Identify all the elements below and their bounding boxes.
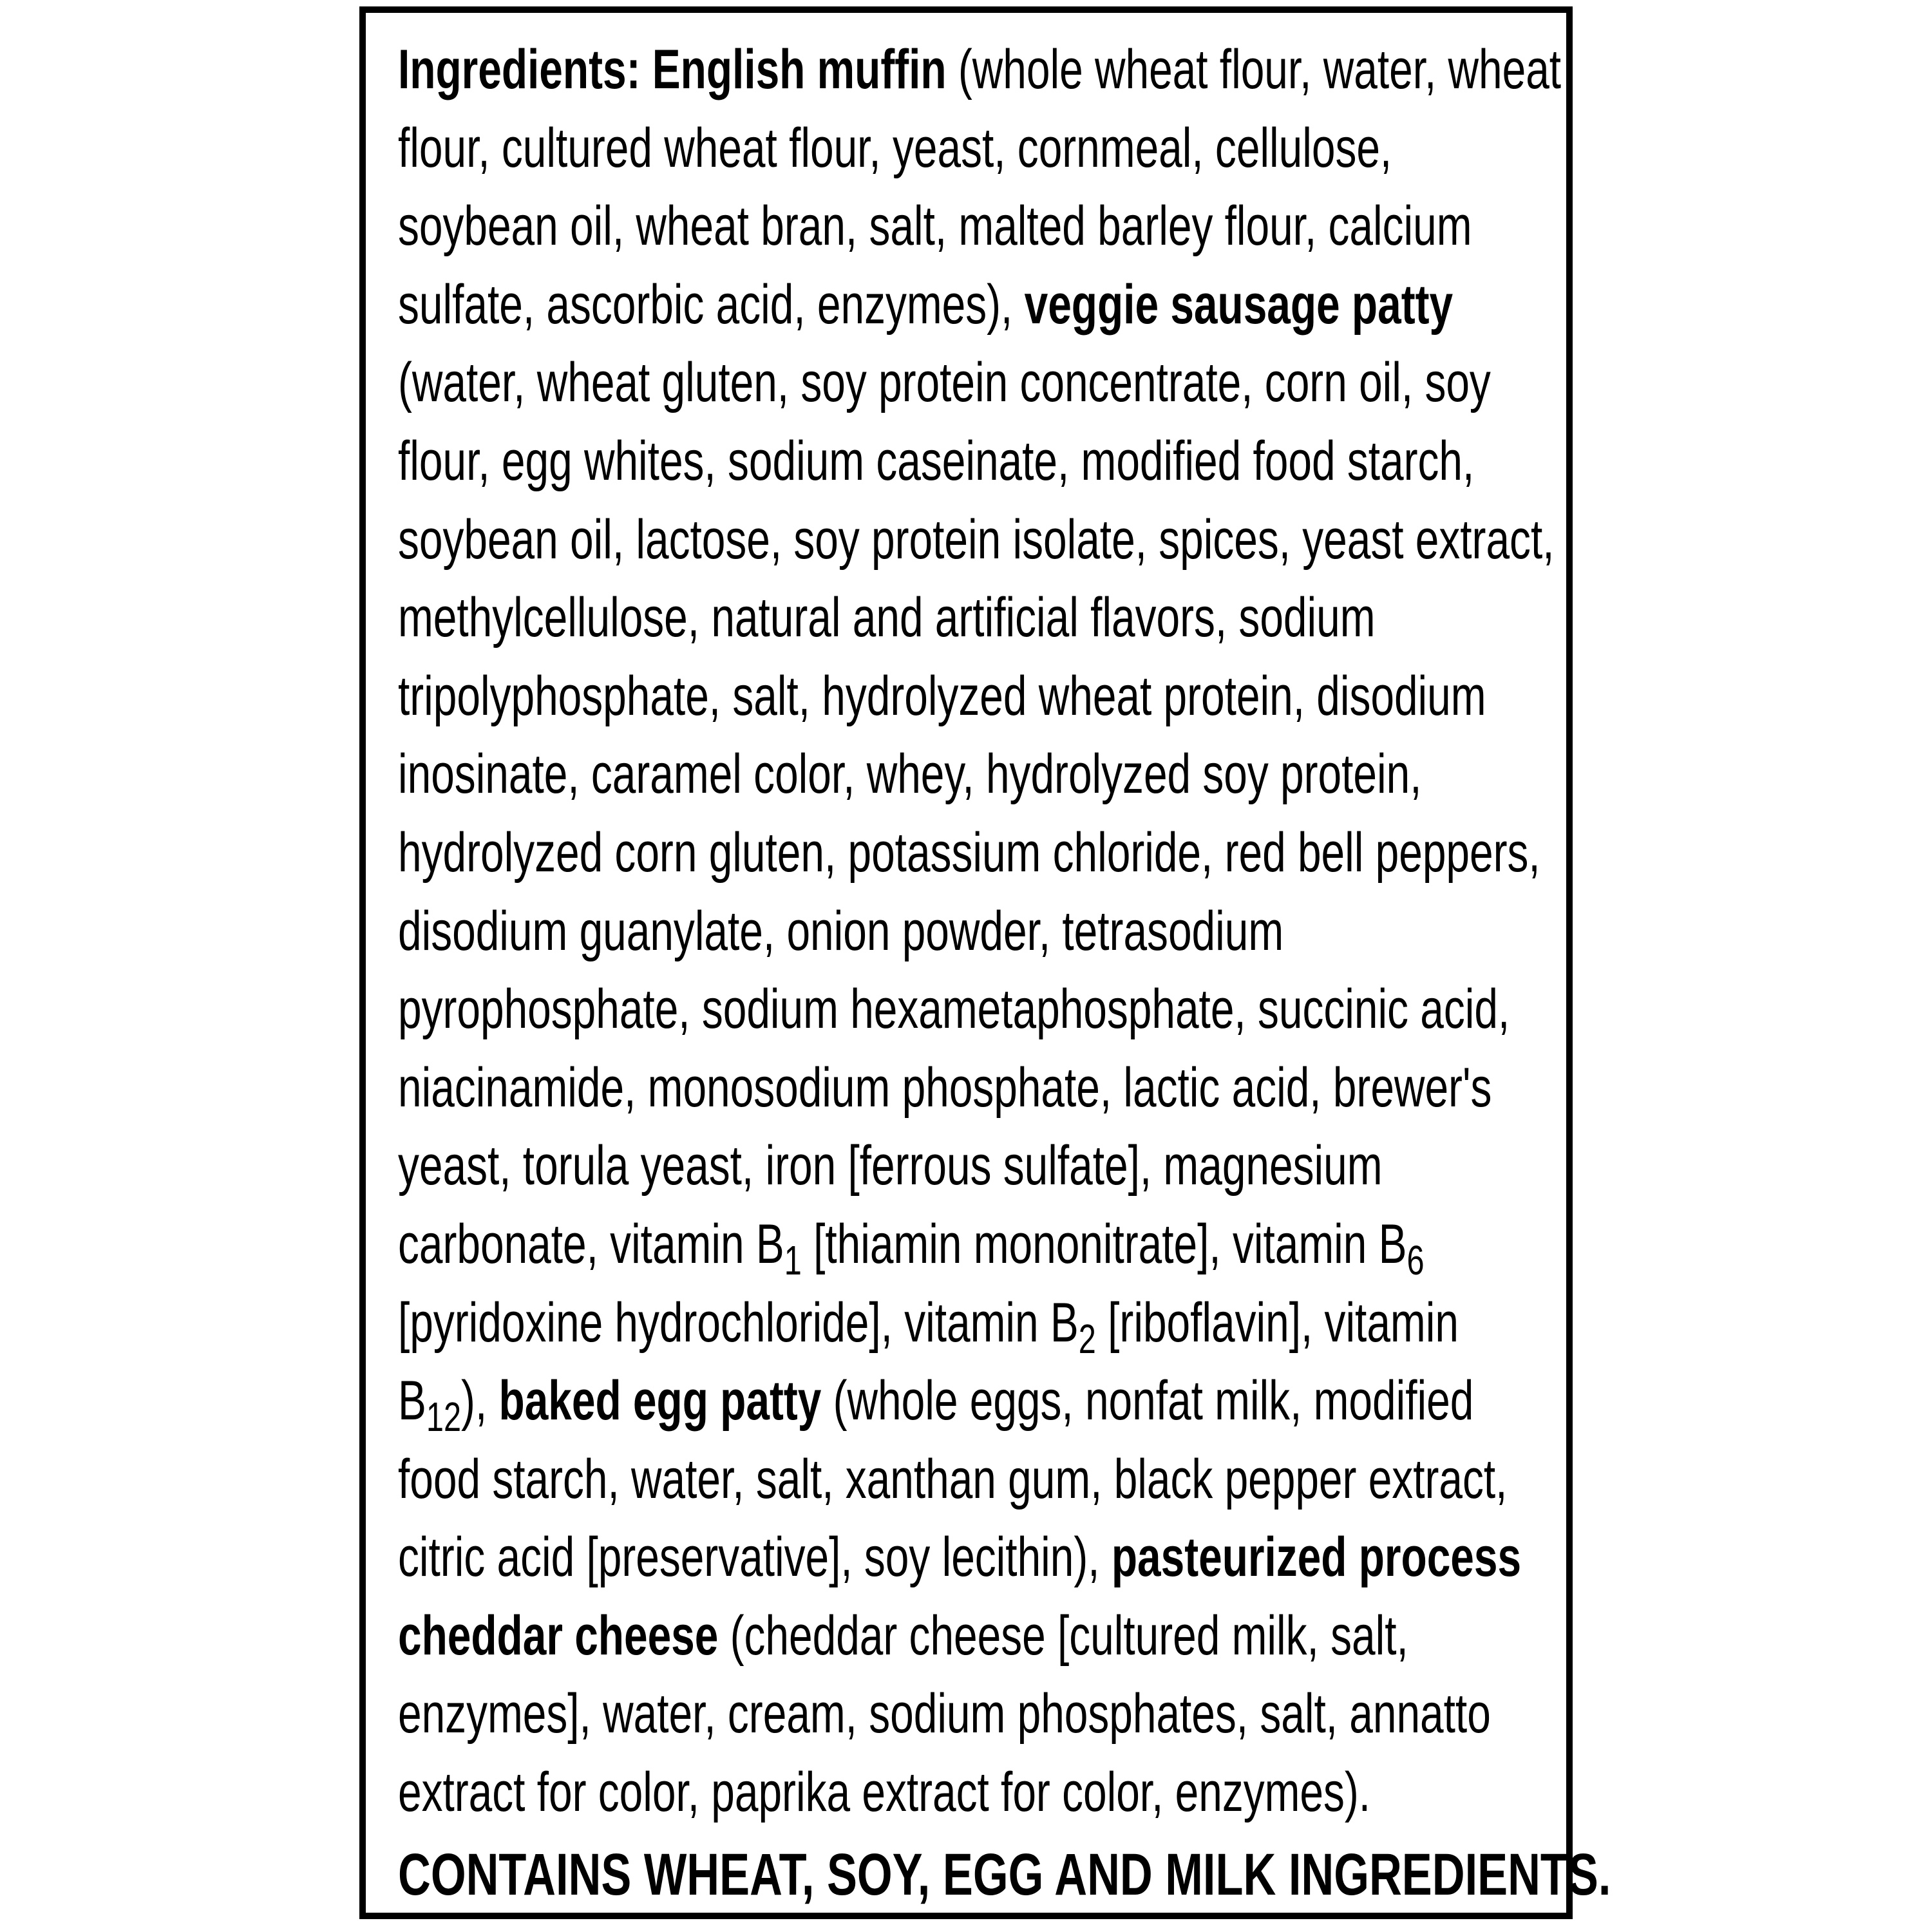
- ingredients-line: [398, 501, 1555, 580]
- ingredients-line: [398, 1675, 1491, 1754]
- ingredients-line: [398, 1049, 1492, 1128]
- ingredient-text: [riboflavin], vitamin: [1095, 1291, 1459, 1354]
- ingredients-line: [398, 1519, 1522, 1597]
- ingredient-text: (whole eggs, nonfat milk, modified: [821, 1370, 1474, 1432]
- ingredients-line: [398, 814, 1540, 893]
- subscript-text: 1: [784, 1237, 802, 1283]
- ingredient-heading: cheddar cheese: [398, 1604, 719, 1667]
- ingredient-text: pyrophosphate, sodium hexametaphosphate, succinic acid,: [398, 978, 1510, 1041]
- ingredients-line: [398, 1441, 1508, 1519]
- ingredient-heading: baked egg patty: [498, 1370, 822, 1432]
- ingredient-text: hydrolyzed corn gluten, potassium chloride, red bell peppers,: [398, 821, 1540, 884]
- ingredients-line: [398, 344, 1491, 422]
- ingredients-text: [398, 31, 1611, 1914]
- ingredients-line: [398, 579, 1376, 658]
- ingredients-lines: [398, 31, 1562, 1832]
- ingredient-heading: pasteurized process: [1111, 1526, 1522, 1589]
- ingredient-text: niacinamide, monosodium phosphate, lactic acid, brewer's: [398, 1056, 1492, 1119]
- ingredient-text: citric acid [preservative], soy lecithin),: [398, 1526, 1112, 1589]
- ingredient-text: flour, egg whites, sodium caseinate, modified food starch,: [398, 430, 1475, 492]
- ingredients-line: [398, 735, 1422, 814]
- ingredient-text: food starch, water, salt, xanthan gum, black pepper extract,: [398, 1448, 1508, 1510]
- allergen-statement: CONTAINS WHEAT, SOY, EGG AND MILK INGREDIENTS.: [398, 1841, 1611, 1908]
- ingredient-text: inosinate, caramel color, whey, hydrolyzed soy protein,: [398, 743, 1422, 806]
- ingredient-text: (whole wheat flour, water, wheat: [946, 39, 1562, 100]
- ingredient-text: flour, cultured wheat flour, yeast, cornmeal, cellulose,: [398, 117, 1392, 179]
- ingredient-text: ),: [461, 1370, 499, 1432]
- ingredient-heading: veggie sausage patty: [1024, 273, 1454, 336]
- ingredient-text: carbonate, vitamin B: [398, 1213, 784, 1275]
- ingredient-text: tripolyphosphate, salt, hydrolyzed wheat protein, disodium: [398, 665, 1486, 727]
- ingredients-line: [398, 1284, 1459, 1363]
- ingredients-line: [398, 1206, 1425, 1284]
- ingredient-text: soybean oil, wheat bran, salt, malted barley flour, calcium: [398, 195, 1472, 258]
- ingredient-text: soybean oil, lactose, soy protein isolate, spices, yeast extract,: [398, 508, 1555, 571]
- ingredient-text: sulfate, ascorbic acid, enzymes),: [398, 273, 1025, 336]
- ingredient-text: B: [398, 1370, 426, 1432]
- ingredients-line: [398, 1127, 1383, 1206]
- ingredient-text: yeast, torula yeast, iron [ferrous sulfate], magnesium: [398, 1135, 1383, 1197]
- subscript-text: 12: [426, 1394, 462, 1440]
- ingredient-text: [thiamin mononitrate], vitamin B: [801, 1213, 1407, 1275]
- ingredients-line: [398, 658, 1486, 736]
- ingredients-label-panel: [359, 6, 1611, 1919]
- ingredient-text: extract for color, paprika extract for color, enzymes).: [398, 1761, 1371, 1824]
- ingredient-text: enzymes], water, cream, sodium phosphates, salt, annatto: [398, 1683, 1491, 1745]
- ingredients-line: [398, 971, 1510, 1049]
- ingredients-line: [398, 893, 1285, 971]
- ingredients-line: [398, 1597, 1408, 1676]
- ingredients-line: [398, 266, 1454, 345]
- ingredient-text: methylcellulose, natural and artificial flavors, sodium: [398, 587, 1376, 649]
- ingredients-line: [398, 422, 1475, 501]
- ingredient-text: (water, wheat gluten, soy protein concentrate, corn oil, soy: [398, 352, 1491, 414]
- subscript-text: 6: [1406, 1237, 1425, 1283]
- ingredient-text: (cheddar cheese [cultured milk, salt,: [718, 1604, 1408, 1667]
- ingredient-heading: Ingredients: English muffin: [398, 39, 947, 100]
- ingredients-line: [398, 1754, 1371, 1832]
- ingredients-line: [398, 31, 1562, 109]
- subscript-text: 2: [1078, 1316, 1096, 1362]
- ingredients-line: [398, 109, 1392, 188]
- ingredients-line: [398, 187, 1472, 266]
- ingredient-text: disodium guanylate, onion powder, tetrasodium: [398, 900, 1284, 962]
- ingredients-line: [398, 1362, 1474, 1441]
- ingredient-text: [pyridoxine hydrochloride], vitamin B: [398, 1291, 1079, 1354]
